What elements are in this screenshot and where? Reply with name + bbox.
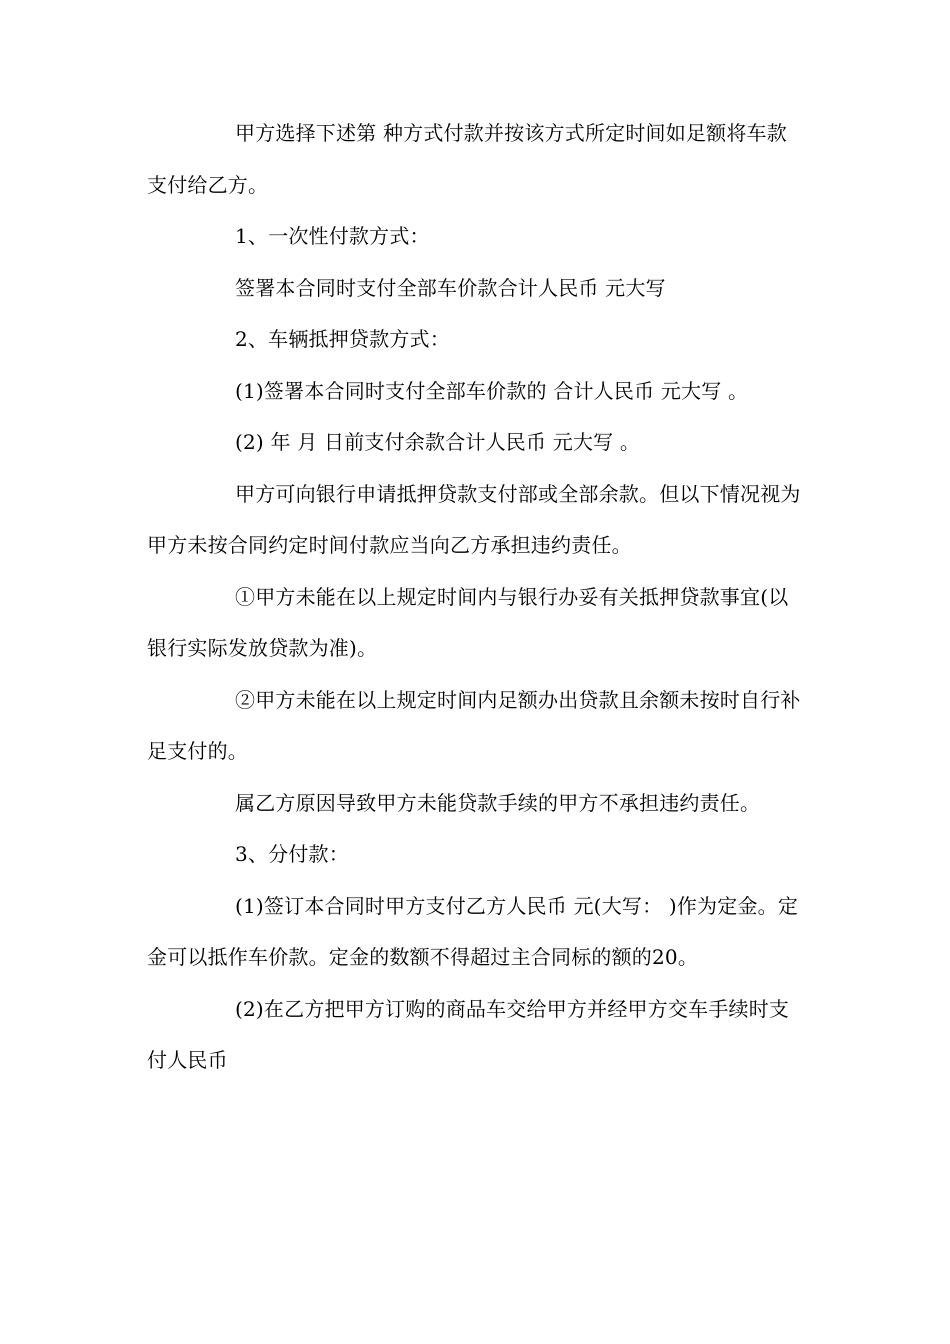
paragraph-seller-fault: 属乙方原因导致甲方未能贷款手续的甲方不承担违约责任。 [235,790,761,815]
paragraph-installment-item-1: (1)签订本合同时甲方支付乙方人民币 元(大写： )作为定金。定金可以抵作车价款。定金的数额不得超过主合同标的额的20。 [147,893,799,969]
paragraph-mortgage-item-2: (2) 年 月 日前支付余款合计人民币 元大写 。 [235,430,641,454]
paragraph-one-time-payment-heading: 1、一次性付款方式： [235,224,430,248]
paragraph-breach-case-2: ②甲方未能在以上规定时间内足额办出贷款且余额未按时自行补足支付的。 [147,687,801,763]
paragraph-one-time-payment-detail: 签署本合同时支付全部车价款合计人民币 元大写 [235,275,666,300]
paragraph-payment-choice: 甲方选择下述第 种方式付款并按该方式所定时间如足额将车款支付给乙方。 [147,121,787,197]
paragraph-breach-case-1: ①甲方未能在以上规定时间内与银行办妥有关抵押贷款事宜(以银行实际发放贷款为准)。 [147,584,789,660]
document-page [147,108,807,1087]
paragraph-mortgage-heading: 2、车辆抵押贷款方式： [235,327,450,351]
paragraph-installment-heading: 3、分付款： [235,842,349,866]
paragraph-bank-loan: 甲方可向银行申请抵押贷款支付部或全部余款。但以下情况视为甲方未按合同约定时间付款应当向乙方承担违约责任。 [147,481,801,557]
paragraph-mortgage-item-1: (1)签署本合同时支付全部车价款的 合计人民币 元大写 。 [235,378,749,403]
paragraph-installment-item-2: (2)在乙方把甲方订购的商品车交给甲方并经甲方交车手续时支付人民币 [147,996,790,1072]
